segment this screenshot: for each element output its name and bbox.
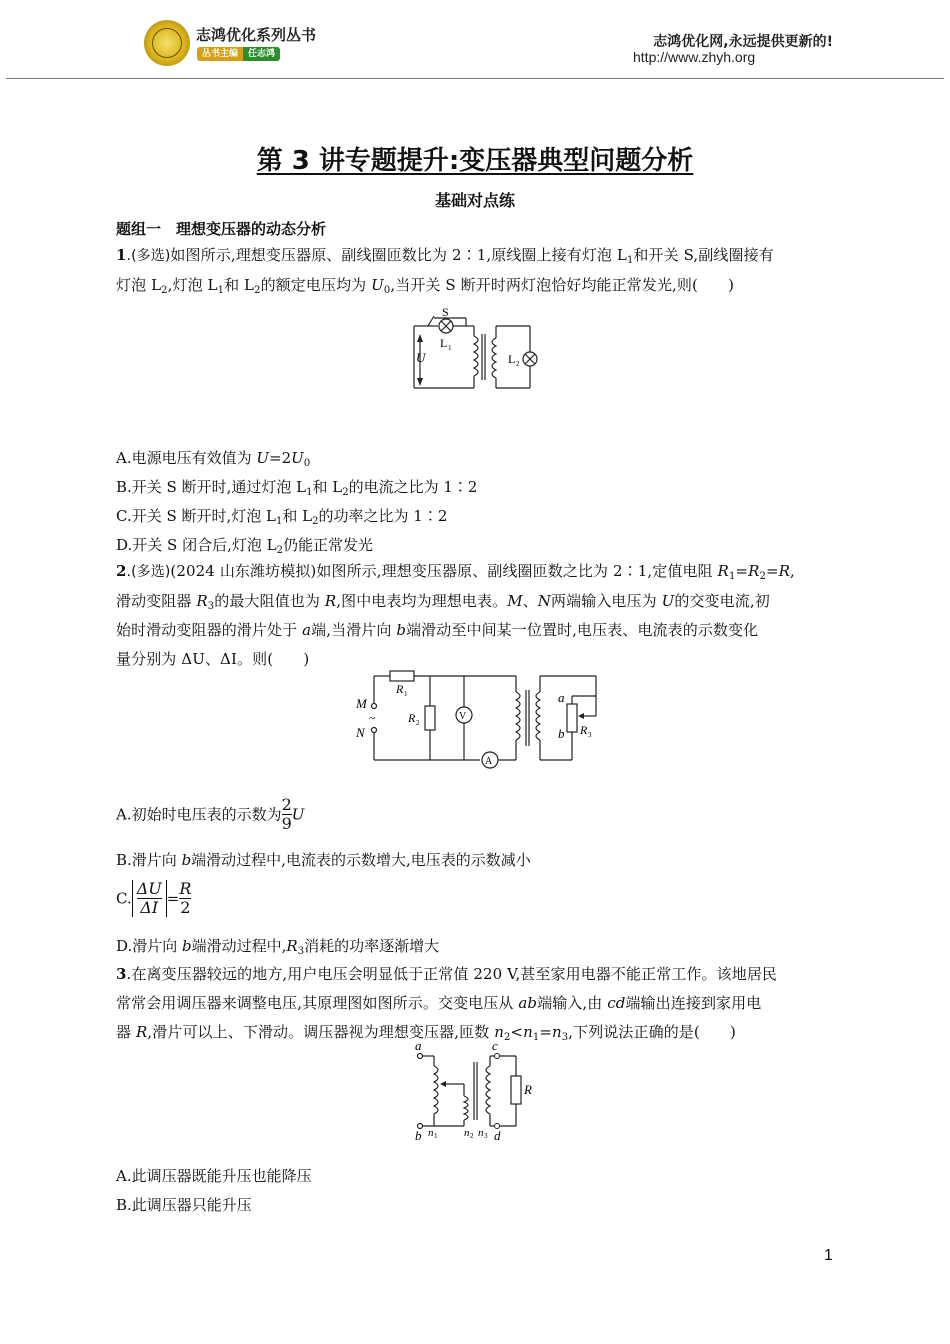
q3-option-a[interactable]: A.此调压器既能升压也能降压 xyxy=(116,1167,312,1185)
svg-text:S: S xyxy=(442,305,449,319)
svg-text:3: 3 xyxy=(484,1132,488,1140)
q1-option-c[interactable]: C.开关 S 断开时,灯泡 $L_1$和 $L_2$的功率之比为 1∶2 xyxy=(116,507,448,527)
svg-text:M: M xyxy=(356,696,367,711)
svg-text:L: L xyxy=(440,336,448,350)
svg-text:n: n xyxy=(464,1127,470,1139)
svg-text:A: A xyxy=(485,756,493,767)
series-logo xyxy=(144,20,190,66)
svg-text:b: b xyxy=(415,1128,422,1143)
q3-option-b[interactable]: B.此调压器只能升压 xyxy=(116,1196,252,1214)
svg-text:~: ~ xyxy=(369,711,376,725)
svg-text:1: 1 xyxy=(448,344,452,352)
svg-text:R: R xyxy=(396,682,404,696)
q1-option-d[interactable]: D.开关 S 闭合后,灯泡 $L_2$仍能正常发光 xyxy=(116,536,373,556)
svg-text:R: R xyxy=(524,1082,532,1097)
q1-option-a[interactable]: A.电源电压有效值为 $U=2U_0$ xyxy=(116,449,311,469)
header-url[interactable]: http://www.zhyh.org xyxy=(633,49,756,65)
section-heading: 基础对点练 xyxy=(434,191,515,210)
svg-text:U: U xyxy=(416,350,426,365)
q1-option-b[interactable]: B.开关 S 断开时,通过灯泡 $L_1$和 $L_2$的电流之比为 1∶2 xyxy=(116,478,478,498)
svg-text:a: a xyxy=(558,690,565,705)
question-1-stem: 1.(多选)如图所示,理想变压器原、副线圈匝数比为 2∶1,原线圈上接有灯泡 $L_1$和开关 S,副线圈接有 灯泡 $L_2$,灯泡 $L_1$和 $L_2$的额定电压均为 $U_0$,当开关 S 断开时两灯泡恰好均能正常发光,则( ) xyxy=(116,246,774,296)
question-2-figure xyxy=(352,666,608,774)
svg-text:2: 2 xyxy=(516,360,520,368)
svg-text:2: 2 xyxy=(470,1132,474,1140)
svg-text:1: 1 xyxy=(404,690,408,698)
q2-option-b[interactable]: B.滑片向 b端滑动过程中,电流表的示数增大,电压表的示数减小 xyxy=(116,851,531,869)
svg-text:n: n xyxy=(428,1127,434,1139)
svg-text:R: R xyxy=(408,711,416,725)
editor-badge xyxy=(197,47,280,61)
svg-text:b: b xyxy=(558,726,565,741)
svg-text:V: V xyxy=(459,711,467,722)
svg-text:1: 1 xyxy=(434,1132,438,1140)
editor-name: 任志鸿 xyxy=(243,47,280,61)
svg-text:3: 3 xyxy=(588,731,592,739)
series-name: 志鸿优化系列丛书 xyxy=(196,26,317,44)
svg-text:d: d xyxy=(494,1128,501,1143)
question-2-stem: 2.(多选)(2024 山东潍坊模拟)如图所示,理想变压器原、副线圈匝数之比为 2∶1,定值电阻 $R_1=R_2=R$, 滑动变阻器 $R_3$的最大阻值也为 R,图中电表均为理想电表。M、N两端输入电压为 U的交变电流,初 始时滑动变阻器的滑片处于 a端,当滑片向 b端滑动至中间某一位置时,电压表、电流表的示数变化 量分别为 ΔU、ΔI。则( ) xyxy=(116,562,795,668)
question-3-figure xyxy=(406,1040,540,1144)
page-number: 1 xyxy=(824,1247,833,1264)
header-slogan: 志鸿优化网,永远提供更新的! xyxy=(653,34,833,50)
page-title: 第 3 讲专题提升:变压器典型问题分析 xyxy=(256,146,694,176)
svg-text:R: R xyxy=(580,723,588,737)
svg-text:a: a xyxy=(415,1040,422,1053)
q2-option-d[interactable]: D.滑片向 b端滑动过程中$,R_3$消耗的功率逐渐增大 xyxy=(116,937,440,957)
question-3-stem: 3.在离变压器较远的地方,用户电压会明显低于正常值 220 V,甚至家用电器不能正常工作。该地居民 常常会用调压器来调整电压,其原理图如图所示。交变电压从 ab端输入,由 cd端输出连接到家用电 器 R,滑片可以上、下滑动。调压器视为理想变压器,匝数 $n_2<n_1=n_3$,下列说法正确的是( ) xyxy=(116,965,778,1043)
question-1-figure xyxy=(408,304,548,392)
header-divider xyxy=(6,78,944,79)
editor-label: 丛书主编 xyxy=(197,47,243,61)
q2-option-c[interactable]: C. $\frac{\Delta U}{\Delta I}$ = $\frac{R}{2}$ xyxy=(116,879,192,917)
group-heading: 题组一 理想变压器的动态分析 xyxy=(116,220,327,238)
svg-text:c: c xyxy=(492,1040,498,1053)
q2-option-a[interactable]: A.初始时电压表的示数为 $\frac{2}{9}$ U xyxy=(116,795,305,833)
svg-text:2: 2 xyxy=(416,719,420,727)
svg-text:L: L xyxy=(508,352,516,366)
svg-text:n: n xyxy=(478,1127,484,1139)
page-header xyxy=(0,0,950,100)
svg-text:N: N xyxy=(356,725,365,740)
